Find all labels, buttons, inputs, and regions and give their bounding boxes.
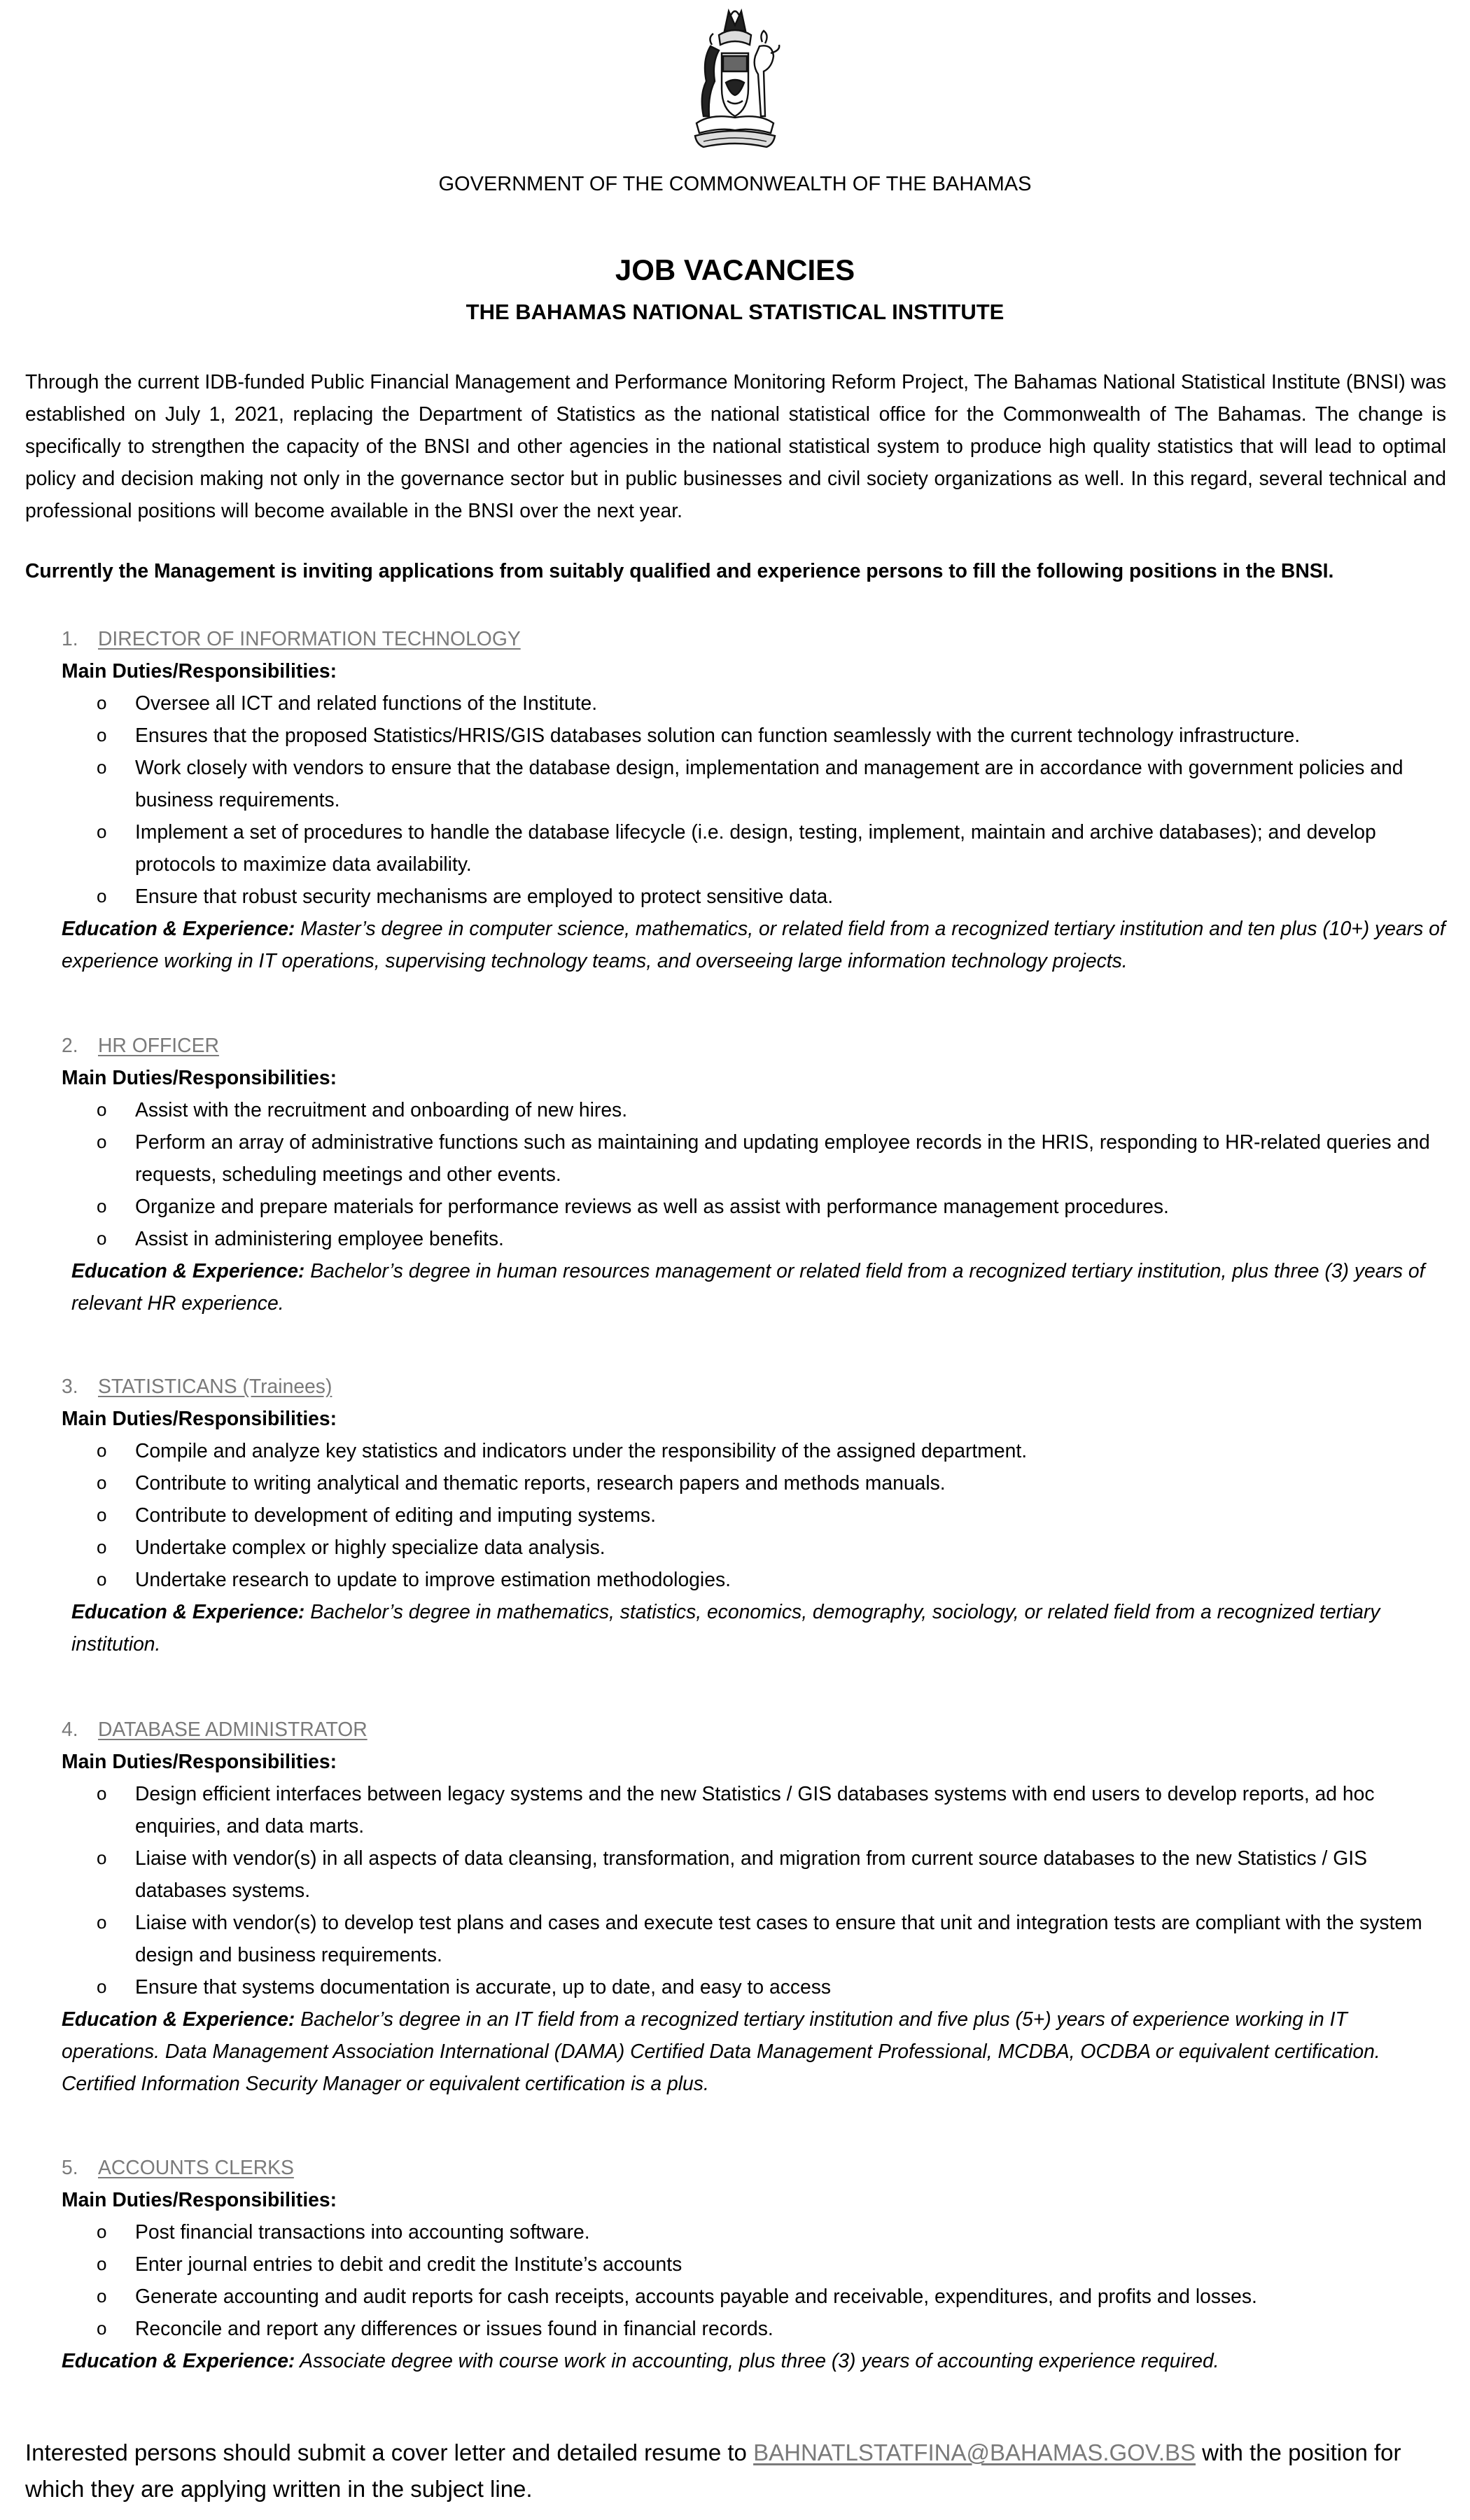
duty-item <box>0 687 1470 719</box>
duty-text: Assist with the recruitment and onboarding of new hires. <box>135 1098 628 1121</box>
bullet-icon: o <box>97 1472 107 1493</box>
bullet-icon: o <box>97 1440 107 1461</box>
duty-text: Contribute to development of editing and imputing systems. <box>135 1504 656 1526</box>
duty-text: Enter journal entries to debit and credit the Institute’s accounts <box>135 2253 682 2275</box>
duty-item <box>0 2280 1470 2312</box>
duty-text: Implement a set of procedures to handle the database lifecycle (i.e. design, testing, implement, maintain and archive databases); and develop protocols to maximize data availability. <box>135 820 1376 875</box>
duty-text: Liaise with vendor(s) in all aspects of data cleansing, transformation, and migration from current source databases to the new Statistics / GIS databases systems. <box>135 1847 1367 1901</box>
duties-list <box>0 1093 1470 1254</box>
position-title: STATISTICANS (Trainees) <box>98 1375 332 1397</box>
invitation-statement: Currently the Management is inviting applications from suitably qualified and experience persons to fill the following positions in the BNSI. <box>25 559 1334 582</box>
contact-email-link[interactable]: BAHNATLSTATFINA@BAHAMAS.GOV.BS <box>753 2440 1196 2465</box>
position-heading <box>62 1713 368 1745</box>
duty-text: Undertake complex or highly specialize data analysis. <box>135 1536 606 1558</box>
education-text: Bachelor’s degree in an IT field from a recognized tertiary institution and five plus (5+) years of experience working in IT operations. Data Management Association International (DAMA) Certified Data Management Professional, MCDBA, OCDBA or equivalent certification. Certified Information Security Manager or equivalent certification is a plus. <box>62 2008 1380 2094</box>
duty-text: Generate accounting and audit reports for cash receipts, accounts payable and receivable, expenditures, and profits and losses. <box>135 2285 1257 2307</box>
duty-text: Organize and prepare materials for performance reviews as well as assist with performance management procedures. <box>135 1195 1169 1217</box>
education-label: Education & Experience: <box>62 917 295 939</box>
duty-item <box>0 1093 1470 1126</box>
duty-text: Contribute to writing analytical and thematic reports, research papers and methods manuals. <box>135 1471 946 1494</box>
position-number: 2. <box>62 1034 78 1056</box>
duty-text: Design efficient interfaces between legacy systems and the new Statistics / GIS databases systems with end users to develop reports, ad hoc enquiries, and data marts. <box>135 1782 1375 1837</box>
education-label: Education & Experience: <box>62 2349 295 2372</box>
duties-label: Main Duties/Responsibilities: <box>62 2188 337 2211</box>
duties-label: Main Duties/Responsibilities: <box>62 1066 337 1088</box>
bullet-icon: o <box>97 1536 107 1558</box>
duty-item <box>0 816 1470 880</box>
bullet-icon: o <box>97 757 107 778</box>
duties-label: Main Duties/Responsibilities: <box>62 659 337 682</box>
position-number: 1. <box>62 627 78 650</box>
duty-item <box>0 1434 1470 1466</box>
position-title: DIRECTOR OF INFORMATION TECHNOLOGY <box>98 627 521 650</box>
education-experience <box>62 912 1448 976</box>
duty-text: Post financial transactions into accounting software. <box>135 2220 590 2243</box>
duties-list <box>0 1777 1470 2003</box>
bullet-icon: o <box>97 1976 107 1997</box>
bullet-icon: o <box>97 1569 107 1590</box>
bullet-icon: o <box>97 2221 107 2242</box>
education-label: Education & Experience: <box>62 2008 295 2030</box>
duty-text: Undertake research to update to improve estimation methodologies. <box>135 1568 731 1590</box>
position-heading <box>62 622 521 654</box>
education-experience <box>71 1595 1457 1660</box>
instructions-text-end: with the position for which they are applying written in the subject line. <box>25 2440 1401 2502</box>
page-title: JOB VACANCIES <box>615 253 855 286</box>
bullet-icon: o <box>97 821 107 842</box>
duty-item <box>0 1777 1470 1842</box>
bullet-icon: o <box>97 1099 107 1120</box>
instructions-text: Interested persons should submit a cover letter and detailed resume to <box>25 2440 754 2465</box>
duty-item <box>0 1190 1470 1222</box>
education-text: Associate degree with course work in accounting, plus three (3) years of accounting experience required. <box>300 2349 1219 2372</box>
duty-text: Oversee all ICT and related functions of the Institute. <box>135 692 598 714</box>
duty-text: Perform an array of administrative functions such as maintaining and updating employee records in the HRIS, responding to HR-related queries and requests, scheduling meetings and other events. <box>135 1130 1430 1185</box>
bullet-icon: o <box>97 1131 107 1152</box>
bullet-icon: o <box>97 2253 107 2274</box>
duties-list <box>0 2216 1470 2344</box>
page-subtitle: THE BAHAMAS NATIONAL STATISTICAL INSTITUTE <box>465 300 1004 324</box>
duty-text: Ensure that systems documentation is accurate, up to date, and easy to access <box>135 1975 832 1998</box>
duty-text: Work closely with vendors to ensure that the database design, implementation and management are in accordance with government policies and business requirements. <box>135 756 1404 811</box>
position-heading <box>62 1370 332 1402</box>
bullet-icon: o <box>97 1196 107 1217</box>
bullet-icon: o <box>97 1783 107 1804</box>
position-heading <box>62 2151 294 2183</box>
position-number: 3. <box>62 1375 78 1397</box>
duty-item <box>0 1499 1470 1531</box>
duty-item <box>0 2216 1470 2248</box>
bullet-icon: o <box>97 692 107 713</box>
duty-text: Reconcile and report any differences or issues found in financial records. <box>135 2317 774 2339</box>
duty-item <box>0 751 1470 816</box>
duty-text: Compile and analyze key statistics and indicators under the responsibility of the assigned department. <box>135 1439 1028 1462</box>
duty-item <box>0 1970 1470 2003</box>
duty-item <box>0 1563 1470 1595</box>
education-experience <box>62 2003 1448 2099</box>
bullet-icon: o <box>97 886 107 906</box>
duty-item <box>0 2312 1470 2344</box>
education-text: Bachelor’s degree in mathematics, statistics, economics, demography, sociology, or related field from a recognized tertiary institution. <box>71 1600 1380 1655</box>
duties-list <box>0 1434 1470 1595</box>
bahamas-coat-of-arms-icon <box>682 4 788 151</box>
bullet-icon: o <box>97 724 107 746</box>
duty-item <box>0 1466 1470 1499</box>
position-title: ACCOUNTS CLERKS <box>98 2156 294 2178</box>
position-heading <box>62 1029 219 1061</box>
intro-paragraph: Through the current IDB-funded Public Financial Management and Performance Monitoring Reform Project, The Bahamas National Statistical Institute (BNSI) was established on July 1, 2021, replacing the Department of Statistics as the national statistical office for the Commonwealth of The Bahamas. The change is specifically to strengthen the capacity of the BNSI and other agencies in the national statistical system to produce high quality statistics that will lead to optimal policy and decision making not only in the governance sector but in public businesses and civil society organizations as well. In this regard, several technical and professional positions will become available in the BNSI over the next year. <box>25 370 1446 522</box>
bullet-icon: o <box>97 1912 107 1933</box>
bullet-icon: o <box>97 1847 107 1868</box>
duty-item <box>0 1906 1470 1970</box>
duty-item <box>0 1222 1470 1254</box>
education-experience <box>71 1254 1457 1319</box>
application-instructions <box>25 2435 1453 2507</box>
duty-item <box>0 1531 1470 1563</box>
duty-text: Liaise with vendor(s) to develop test plans and cases and execute test cases to ensure that unit and integration tests are compliant with the system design and business requirements. <box>135 1911 1422 1966</box>
duty-text: Ensure that robust security mechanisms are employed to protect sensitive data. <box>135 885 834 907</box>
education-experience <box>62 2344 1448 2376</box>
position-number: 5. <box>62 2156 78 2178</box>
duty-item <box>0 880 1470 912</box>
education-label: Education & Experience: <box>71 1600 305 1623</box>
bullet-icon: o <box>97 2318 107 2339</box>
duty-item <box>0 1126 1470 1190</box>
duty-item <box>0 719 1470 751</box>
position-title: HR OFFICER <box>98 1034 219 1056</box>
bullet-icon: o <box>97 1504 107 1525</box>
duty-text: Assist in administering employee benefits. <box>135 1227 504 1250</box>
education-text: Bachelor’s degree in human resources management or related field from a recognized tertiary institution, plus three (3) years of relevant HR experience. <box>71 1259 1425 1314</box>
duty-item <box>0 1842 1470 1906</box>
duties-label: Main Duties/Responsibilities: <box>62 1407 337 1429</box>
duty-text: Ensures that the proposed Statistics/HRIS/GIS databases solution can function seamlessly with the current technology infrastructure. <box>135 724 1301 746</box>
government-heading: GOVERNMENT OF THE COMMONWEALTH OF THE BAHAMAS <box>438 173 1032 195</box>
position-number: 4. <box>62 1718 78 1740</box>
duty-item <box>0 2248 1470 2280</box>
education-text: Master’s degree in computer science, mathematics, or related field from a recognized tertiary institution and ten plus (10+) years of experience working in IT operations, supervising technology teams, and overseeing large information technology projects. <box>62 917 1446 972</box>
education-label: Education & Experience: <box>71 1259 305 1282</box>
bullet-icon: o <box>97 1228 107 1249</box>
duties-list <box>0 687 1470 912</box>
duties-label: Main Duties/Responsibilities: <box>62 1750 337 1772</box>
bullet-icon: o <box>97 2286 107 2306</box>
position-title: DATABASE ADMINISTRATOR <box>98 1718 368 1740</box>
